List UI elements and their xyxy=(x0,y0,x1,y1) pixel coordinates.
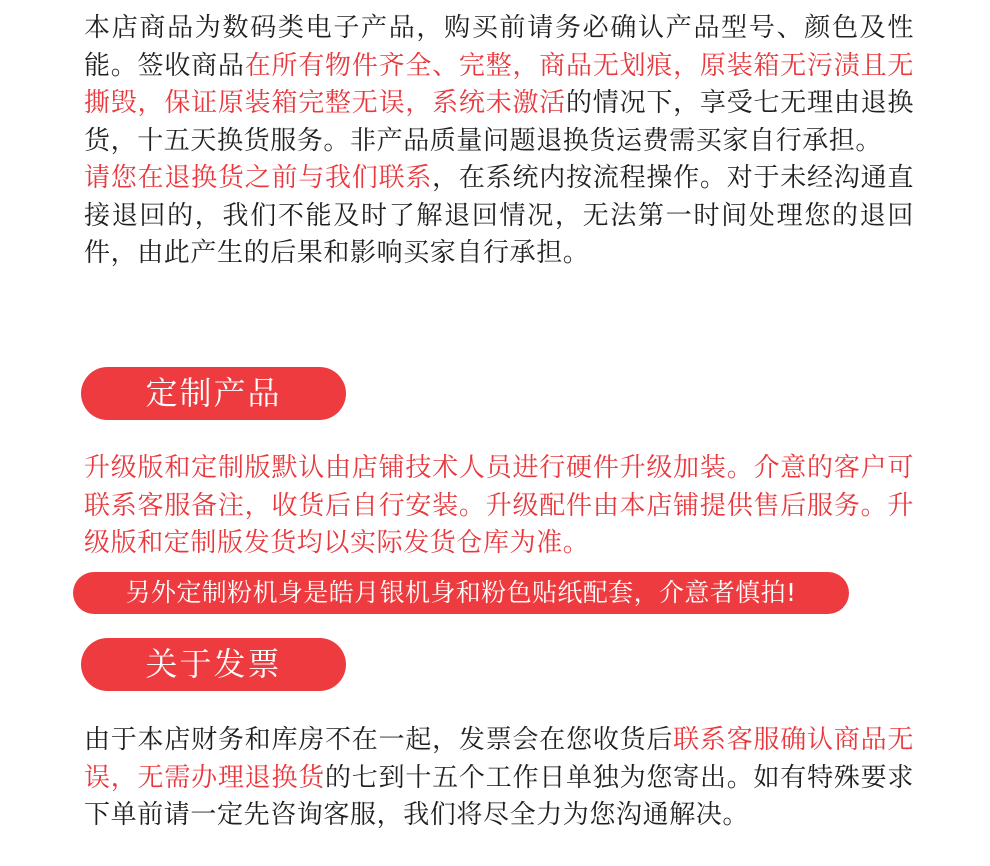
invoice-heading: 关于发票 xyxy=(81,638,346,691)
return-policy-part-1: 本店商品为数码类电子产品，购买前请务必确认产品型号、颜色及性能。签收商品 xyxy=(84,13,914,81)
invoice-text xyxy=(84,722,914,835)
return-policy-condition-highlight: 在所有物件齐全、完整，商品无划痕，原装箱无污渍且无撕毁，保证原装箱完整无误，系统未激活 xyxy=(84,50,914,118)
contact-us-highlight: 请您在退换货之前与我们联系 xyxy=(84,163,433,193)
return-policy-text xyxy=(84,10,914,273)
invoice-text-part-3: 的七到十五个工作日单独为您寄出。如有特殊要求下单前请一定先咨询客服，我们将尽全力为您沟通解决。 xyxy=(84,762,915,830)
invoice-text-part-1: 由于本店财务和库房不在一起，发票会在您收货后 xyxy=(84,725,674,755)
return-policy-part-3: 的情况下，享受七无理由退换货，十五天换货服务。非产品质量问题退换货运费需买家自行承担。 xyxy=(84,88,914,156)
invoice-condition-highlight: 联系客服确认商品无误，无需办理退换货 xyxy=(84,725,914,793)
pink-body-notice-banner: 另外定制粉机身是皓月银机身和粉色贴纸配套，介意者慎拍! xyxy=(73,572,849,614)
return-process-text: ，在系统内按流程操作。对于未经沟通直接退回的，我们不能及时了解退回情况，无法第一时间处理您的退回件，由此产生的后果和影响买家自行承担。 xyxy=(84,163,914,268)
custom-products-heading: 定制产品 xyxy=(81,367,346,420)
custom-products-text: 升级版和定制版默认由店铺技术人员进行硬件升级加装。介意的客户可联系客服备注，收货后自行安装。升级配件由本店铺提供售后服务。升级版和定制版发货均以实际发货仓库为准。 xyxy=(84,453,914,558)
